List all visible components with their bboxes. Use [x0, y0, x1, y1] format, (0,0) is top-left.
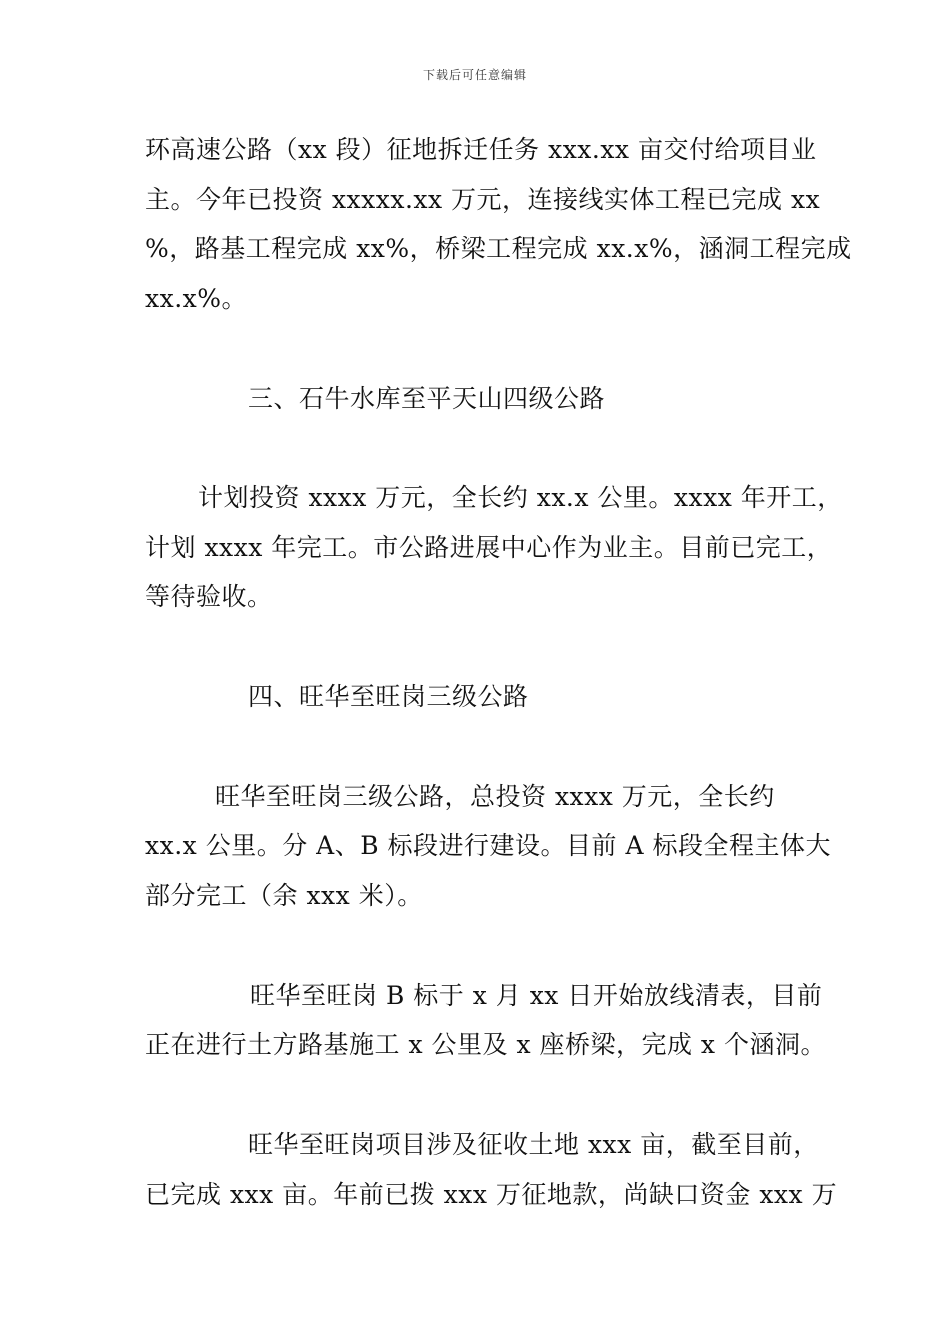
paragraph-line: 旺华至旺岗三级公路，总投资 xxxx 万元，全长约 [215, 782, 775, 811]
paragraph-line: xx.x 公里。分 A、B 标段进行建设。目前 A 标段全程主体大 [145, 831, 831, 860]
paragraph-line: 环高速公路（xx 段）征地拆迁任务 xxx.xx 亩交付给项目业 [145, 135, 817, 164]
paragraph-line: 部分完工（余 xxx 米）。 [145, 881, 423, 910]
paragraph-line: 计划 xxxx 年完工。市公路进展中心作为业主。目前已完工， [145, 533, 833, 562]
paragraph-line: 正在进行土方路基施工 x 公里及 x 座桥梁，完成 x 个涵洞。 [145, 1030, 826, 1059]
paragraph-line: %，路基工程完成 xx%，桥梁工程完成 xx.x%，涵洞工程完成 [145, 234, 852, 263]
paragraph-line: 等待验收。 [145, 582, 273, 611]
section-heading: 三、石牛水库至平天山四级公路 [248, 384, 606, 413]
paragraph-line: 计划投资 xxxx 万元，全长约 xx.x 公里。xxxx 年开工， [198, 483, 843, 512]
paragraph-line: xx.x%。 [145, 284, 247, 313]
section-heading: 四、旺华至旺岗三级公路 [248, 682, 529, 711]
paragraph-line: 旺华至旺岗项目涉及征收土地 xxx 亩，截至目前， [248, 1130, 819, 1159]
paragraph-line: 主。今年已投资 xxxxx.xx 万元，连接线实体工程已完成 xx [145, 185, 821, 214]
paragraph-line: 已完成 xxx 亩。年前已拨 xxx 万征地款，尚缺口资金 xxx 万 [145, 1180, 838, 1209]
paragraph-line: 旺华至旺岗 B 标于 x 月 xx 日开始放线清表，目前 [250, 981, 823, 1010]
page-header: 下载后可任意编辑 [422, 68, 527, 82]
